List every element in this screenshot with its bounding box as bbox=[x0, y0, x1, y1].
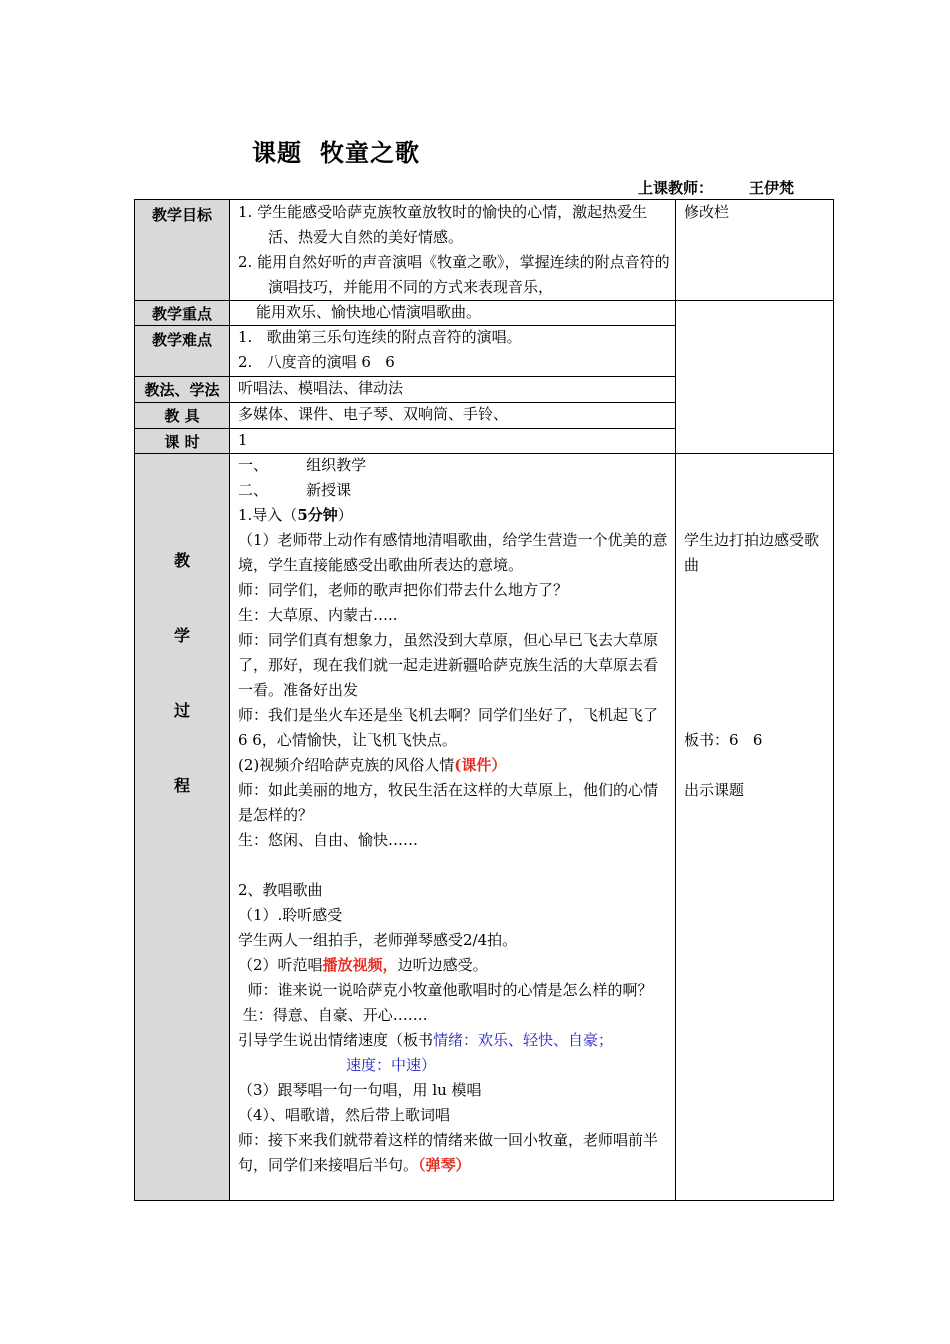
process-paragraph: （2）听范唱播放视频，边听边感受。 bbox=[238, 956, 488, 974]
goals-header: 教学目标 bbox=[135, 200, 229, 300]
process-char-3: 过 bbox=[173, 701, 190, 720]
process-paragraph: 师：谁来说一说哈萨克小牧童他歌唱时的心情是怎么样的啊？ bbox=[238, 981, 653, 999]
process-paragraph: 生：悠闲、自由、愉快…… bbox=[238, 831, 419, 849]
difficulty-item: 1. 歌曲第三乐句连续的附点音符的演唱。 bbox=[238, 328, 522, 346]
goal-item: 1. 学生能感受哈萨克族牧童放牧时的愉快的心情，激起热爱生活、热爱大自然的美好情感。 bbox=[238, 203, 648, 246]
focus-header: 教学重点 bbox=[135, 300, 229, 325]
title-name: 牧童之歌 bbox=[320, 139, 420, 167]
process-line: 二、 新授课 bbox=[238, 481, 352, 499]
row-divider bbox=[134, 376, 676, 377]
process-paragraph: （1）老师带上动作有感情地清唱歌曲，给学生营造一个优美的意境，学生直接能感受出歌曲所表达的意境。 bbox=[238, 531, 668, 574]
process-paragraph: 师：如此美丽的地方，牧民生活在这样的大草原上，他们的心情是怎样的？ bbox=[238, 781, 659, 824]
process-char-2: 学 bbox=[173, 626, 190, 645]
table-border-left bbox=[134, 199, 135, 1201]
process-paragraph: 引导学生说出情绪速度（板书情绪：欢乐、轻快、自豪； bbox=[238, 1031, 614, 1049]
method-content: 听唱法、模唱法、律动法 bbox=[238, 379, 404, 397]
note-clap: 学生边打拍边感受歌曲 bbox=[684, 531, 820, 574]
process-paragraph: 生：得意、自豪、开心……. bbox=[238, 1006, 428, 1024]
table-border-bottom bbox=[134, 1200, 834, 1201]
hours-content: 1 bbox=[238, 431, 248, 449]
difficulty-header: 教学难点 bbox=[135, 325, 229, 376]
process-paragraph: (2)视频介绍哈萨克族的风俗人情(课件） bbox=[238, 756, 507, 774]
process-paragraph: 2、教唱歌曲 bbox=[238, 881, 323, 899]
process-paragraph: （1）.聆听感受 bbox=[238, 906, 343, 924]
table-border-right bbox=[833, 199, 834, 1201]
process-paragraph: 师：同学们真有想象力，虽然没到大草原，但心早已飞去大草原了，那好，现在我们就一起走进新疆哈萨克族生活的大草原去看一看。准备好出发 bbox=[238, 631, 659, 699]
process-paragraph: 师：同学们，老师的歌声把你们带去什么地方了？ bbox=[238, 581, 569, 599]
process-line: 一、 组织教学 bbox=[238, 456, 367, 474]
process-paragraph: 师：接下来我们就带着这样的情绪来做一回小牧童，老师唱前半句，同学们来接唱后半句。（弹琴） bbox=[238, 1131, 659, 1174]
process-paragraph: 速度：中速） bbox=[346, 1056, 437, 1074]
goals-content bbox=[238, 200, 670, 300]
focus-content: 能用欢乐、愉快地心情演唱歌曲。 bbox=[256, 303, 482, 321]
difficulty-item: 2. 八度音的演唱 6 6 bbox=[238, 353, 395, 371]
teacher-line bbox=[638, 177, 794, 198]
revision-label: 修改栏 bbox=[684, 203, 730, 221]
title-label: 课题 bbox=[252, 139, 302, 167]
goal-item: 2. 能用自然好听的声音演唱《牧童之歌》，掌握连续的附点音符的演唱技巧，并能用不同的方式来表现音乐， bbox=[238, 253, 670, 296]
process-content bbox=[238, 453, 670, 1178]
process-paragraph: 生：大草原、内蒙古….. bbox=[238, 606, 398, 624]
column-divider-2 bbox=[675, 199, 676, 1201]
process-line: 1.导入（5分钟） bbox=[238, 506, 353, 524]
tools-content: 多媒体、课件、电子琴、双响筒、手铃、 bbox=[238, 405, 509, 423]
method-header: 教法、学法 bbox=[135, 376, 229, 402]
row-divider bbox=[134, 428, 676, 429]
lesson-title bbox=[252, 133, 420, 168]
hours-header: 课 时 bbox=[135, 428, 229, 453]
teacher-name: 王伊梵 bbox=[749, 179, 795, 197]
process-paragraph: 学生两人一组拍手，老师弹琴感受2/4拍。 bbox=[238, 931, 518, 949]
difficulty-content bbox=[238, 325, 670, 375]
process-char-4: 程 bbox=[173, 776, 190, 795]
note-board: 板书：6 6 bbox=[684, 731, 763, 749]
process-char-1: 教 bbox=[173, 551, 190, 570]
note-show-title: 出示课题 bbox=[684, 781, 745, 799]
teacher-label: 上课教师： bbox=[638, 179, 714, 197]
process-paragraph: （3）跟琴唱一句一句唱，用 lu 模唱 bbox=[238, 1081, 482, 1099]
process-paragraph: （4）、唱歌谱，然后带上歌词唱 bbox=[238, 1106, 451, 1124]
column-divider-1 bbox=[229, 199, 230, 1201]
tools-header: 教 具 bbox=[135, 402, 229, 428]
process-paragraph: 师：我们是坐火车还是坐飞机去啊？同学们坐好了，飞机起飞了 6 6，心情愉快，让飞机飞快点。 bbox=[238, 706, 659, 749]
